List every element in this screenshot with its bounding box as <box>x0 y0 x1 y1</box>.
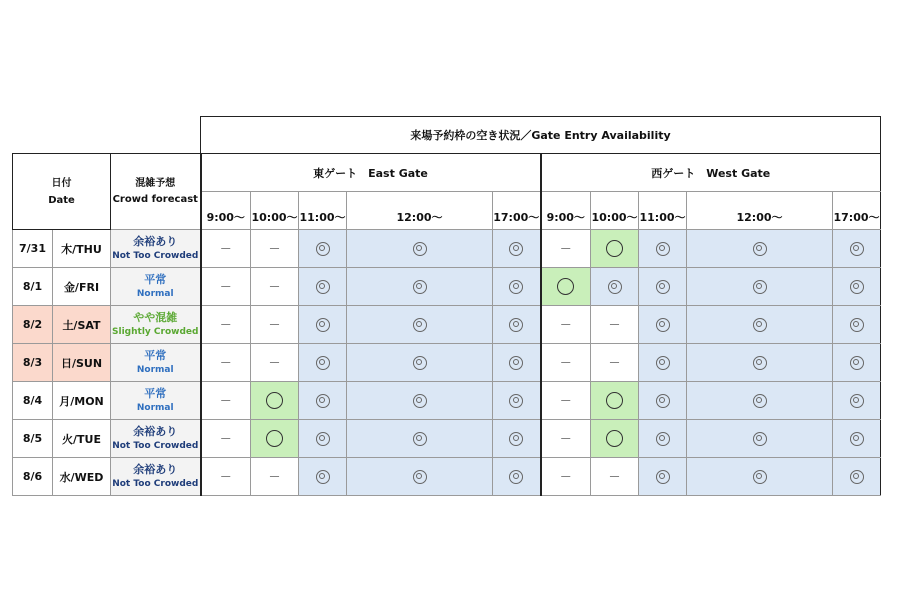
east-slot-0900: － <box>201 382 251 420</box>
crowd-forecast-ja: 余裕あり <box>133 462 178 476</box>
west-slot-1000: － <box>591 306 639 344</box>
west-slot-0900: － <box>541 420 591 458</box>
east-slot-1100 <box>299 458 347 496</box>
double-circle-icon <box>316 280 330 294</box>
west-slot-1700 <box>833 382 881 420</box>
east-slot-1000 <box>251 420 299 458</box>
double-circle-icon <box>656 280 670 294</box>
crowd-forecast-cell <box>111 420 201 458</box>
weekday-cell: 水/WED <box>53 458 111 496</box>
crowd-forecast-cell <box>111 268 201 306</box>
double-circle-icon <box>753 242 767 256</box>
crowd-forecast-en: Not Too Crowded <box>112 440 199 451</box>
crowd-forecast-ja: やや混雑 <box>133 310 178 324</box>
double-circle-icon <box>509 318 523 332</box>
east-slot-1700 <box>493 382 541 420</box>
west-slot-0900: － <box>541 382 591 420</box>
east-slot-1200 <box>347 306 493 344</box>
west-slot-1100 <box>639 230 687 268</box>
double-circle-icon <box>753 280 767 294</box>
crowd-forecast-ja: 平常 <box>144 386 167 400</box>
weekday-cell: 火/TUE <box>53 420 111 458</box>
double-circle-icon <box>316 356 330 370</box>
east-slot-1700 <box>493 420 541 458</box>
double-circle-icon <box>850 318 864 332</box>
east-time-1700: 17:00～ <box>493 192 541 230</box>
double-circle-icon <box>656 432 670 446</box>
east-slot-1000 <box>251 382 299 420</box>
west-gate-header: 西ゲート West Gate <box>541 154 881 192</box>
double-circle-icon <box>509 242 523 256</box>
west-slot-1200 <box>687 382 833 420</box>
crowd-forecast-ja: 余裕あり <box>133 234 178 248</box>
crowd-forecast-cell <box>111 344 201 382</box>
double-circle-icon <box>509 280 523 294</box>
east-slot-1200 <box>347 344 493 382</box>
east-slot-1700 <box>493 306 541 344</box>
crowd-forecast-en: Normal <box>136 364 174 375</box>
weekday-cell: 日/SUN <box>53 344 111 382</box>
west-slot-1000 <box>591 420 639 458</box>
crowd-forecast-en: Slightly Crowded <box>112 326 199 337</box>
east-slot-1200 <box>347 382 493 420</box>
double-circle-icon <box>413 356 427 370</box>
double-circle-icon <box>413 242 427 256</box>
east-time-0900: 9:00～ <box>201 192 251 230</box>
west-slot-1200 <box>687 420 833 458</box>
west-time-0900: 9:00～ <box>541 192 591 230</box>
double-circle-icon <box>509 470 523 484</box>
west-slot-1000 <box>591 382 639 420</box>
east-slot-1100 <box>299 306 347 344</box>
west-slot-1200 <box>687 458 833 496</box>
weekday-cell: 木/THU <box>53 230 111 268</box>
east-slot-1100 <box>299 420 347 458</box>
crowd-header <box>111 154 201 230</box>
east-slot-0900: － <box>201 344 251 382</box>
west-slot-1100 <box>639 420 687 458</box>
west-slot-1700 <box>833 344 881 382</box>
west-slot-1000: － <box>591 344 639 382</box>
double-circle-icon <box>509 356 523 370</box>
west-slot-1200 <box>687 230 833 268</box>
east-slot-1100 <box>299 268 347 306</box>
east-slot-1700 <box>493 230 541 268</box>
west-slot-1100 <box>639 344 687 382</box>
double-circle-icon <box>413 432 427 446</box>
double-circle-icon <box>509 394 523 408</box>
date-header-en: Date <box>48 194 75 206</box>
date-cell: 7/31 <box>13 230 53 268</box>
double-circle-icon <box>413 318 427 332</box>
crowd-forecast-en: Normal <box>136 288 174 299</box>
date-cell: 8/5 <box>13 420 53 458</box>
crowd-header-ja: 混雑予想 <box>135 177 176 189</box>
double-circle-icon <box>608 280 622 294</box>
west-time-1100: 11:00～ <box>639 192 687 230</box>
double-circle-icon <box>753 318 767 332</box>
double-circle-icon <box>850 394 864 408</box>
west-slot-1100 <box>639 382 687 420</box>
date-header <box>13 154 111 230</box>
west-slot-0900: － <box>541 458 591 496</box>
table-row <box>13 420 881 458</box>
double-circle-icon <box>850 242 864 256</box>
east-slot-1000: － <box>251 344 299 382</box>
table-row <box>13 306 881 344</box>
weekday-cell: 金/FRI <box>53 268 111 306</box>
east-slot-1200 <box>347 420 493 458</box>
double-circle-icon <box>753 394 767 408</box>
double-circle-icon <box>753 356 767 370</box>
table-row <box>13 268 881 306</box>
crowd-forecast-cell <box>111 458 201 496</box>
date-cell: 8/3 <box>13 344 53 382</box>
east-slot-0900: － <box>201 420 251 458</box>
west-slot-1700 <box>833 306 881 344</box>
circle-icon <box>266 392 283 409</box>
east-gate-header: 東ゲート East Gate <box>201 154 541 192</box>
west-slot-1200 <box>687 268 833 306</box>
east-time-1000: 10:00～ <box>251 192 299 230</box>
weekday-cell: 月/MON <box>53 382 111 420</box>
west-slot-1200 <box>687 344 833 382</box>
crowd-forecast-cell <box>111 230 201 268</box>
double-circle-icon <box>656 470 670 484</box>
east-slot-1000: － <box>251 458 299 496</box>
date-cell: 8/1 <box>13 268 53 306</box>
date-cell: 8/6 <box>13 458 53 496</box>
west-time-1700: 17:00～ <box>833 192 881 230</box>
circle-icon <box>606 392 623 409</box>
double-circle-icon <box>656 318 670 332</box>
west-slot-1700 <box>833 458 881 496</box>
date-header-ja: 日付 <box>51 177 72 189</box>
crowd-forecast-ja: 平常 <box>144 348 167 362</box>
west-slot-0900: － <box>541 306 591 344</box>
crowd-forecast-cell <box>111 306 201 344</box>
double-circle-icon <box>316 470 330 484</box>
table-row <box>13 458 881 496</box>
west-slot-0900: － <box>541 230 591 268</box>
double-circle-icon <box>656 356 670 370</box>
crowd-forecast-ja: 余裕あり <box>133 424 178 438</box>
double-circle-icon <box>850 280 864 294</box>
west-slot-1000 <box>591 230 639 268</box>
double-circle-icon <box>753 432 767 446</box>
crowd-forecast-ja: 平常 <box>144 272 167 286</box>
west-slot-1100 <box>639 268 687 306</box>
date-cell: 8/2 <box>13 306 53 344</box>
east-slot-1000: － <box>251 230 299 268</box>
east-slot-0900: － <box>201 458 251 496</box>
west-time-1000: 10:00～ <box>591 192 639 230</box>
east-slot-1200 <box>347 268 493 306</box>
crowd-forecast-cell <box>111 382 201 420</box>
east-slot-1700 <box>493 268 541 306</box>
east-slot-0900: － <box>201 230 251 268</box>
east-slot-0900: － <box>201 268 251 306</box>
table-row <box>13 382 881 420</box>
west-slot-0900: － <box>541 344 591 382</box>
circle-icon <box>557 278 574 295</box>
double-circle-icon <box>850 356 864 370</box>
crowd-forecast-en: Not Too Crowded <box>112 250 199 261</box>
double-circle-icon <box>656 394 670 408</box>
weekday-cell: 土/SAT <box>53 306 111 344</box>
table-row <box>13 344 881 382</box>
circle-icon <box>606 240 623 257</box>
west-slot-1200 <box>687 306 833 344</box>
east-time-1200: 12:00～ <box>347 192 493 230</box>
availability-rows <box>13 230 881 496</box>
east-slot-1100 <box>299 230 347 268</box>
circle-icon <box>606 430 623 447</box>
west-slot-0900 <box>541 268 591 306</box>
circle-icon <box>266 430 283 447</box>
crowd-header-en: Crowd forecast <box>112 193 198 205</box>
double-circle-icon <box>509 432 523 446</box>
double-circle-icon <box>413 280 427 294</box>
double-circle-icon <box>413 394 427 408</box>
east-slot-1700 <box>493 344 541 382</box>
table-row <box>13 230 881 268</box>
double-circle-icon <box>850 470 864 484</box>
east-slot-1000: － <box>251 268 299 306</box>
east-time-1100: 11:00～ <box>299 192 347 230</box>
east-slot-1000: － <box>251 306 299 344</box>
west-slot-1000 <box>591 268 639 306</box>
date-cell: 8/4 <box>13 382 53 420</box>
crowd-forecast-en: Not Too Crowded <box>112 478 199 489</box>
double-circle-icon <box>413 470 427 484</box>
double-circle-icon <box>753 470 767 484</box>
west-slot-1100 <box>639 306 687 344</box>
crowd-forecast-en: Normal <box>136 402 174 413</box>
availability-table <box>12 116 881 496</box>
west-slot-1700 <box>833 268 881 306</box>
west-slot-1100 <box>639 458 687 496</box>
double-circle-icon <box>316 394 330 408</box>
availability-title: 来場予約枠の空き状況／Gate Entry Availability <box>201 117 881 154</box>
east-slot-1100 <box>299 382 347 420</box>
east-slot-1200 <box>347 230 493 268</box>
west-slot-1000: － <box>591 458 639 496</box>
double-circle-icon <box>850 432 864 446</box>
east-slot-1200 <box>347 458 493 496</box>
availability-table-frame <box>12 116 881 496</box>
west-slot-1700 <box>833 230 881 268</box>
east-slot-0900: － <box>201 306 251 344</box>
corner-blank <box>13 117 201 154</box>
west-slot-1700 <box>833 420 881 458</box>
west-time-1200: 12:00～ <box>687 192 833 230</box>
east-slot-1100 <box>299 344 347 382</box>
double-circle-icon <box>316 432 330 446</box>
east-slot-1700 <box>493 458 541 496</box>
double-circle-icon <box>656 242 670 256</box>
double-circle-icon <box>316 242 330 256</box>
double-circle-icon <box>316 318 330 332</box>
